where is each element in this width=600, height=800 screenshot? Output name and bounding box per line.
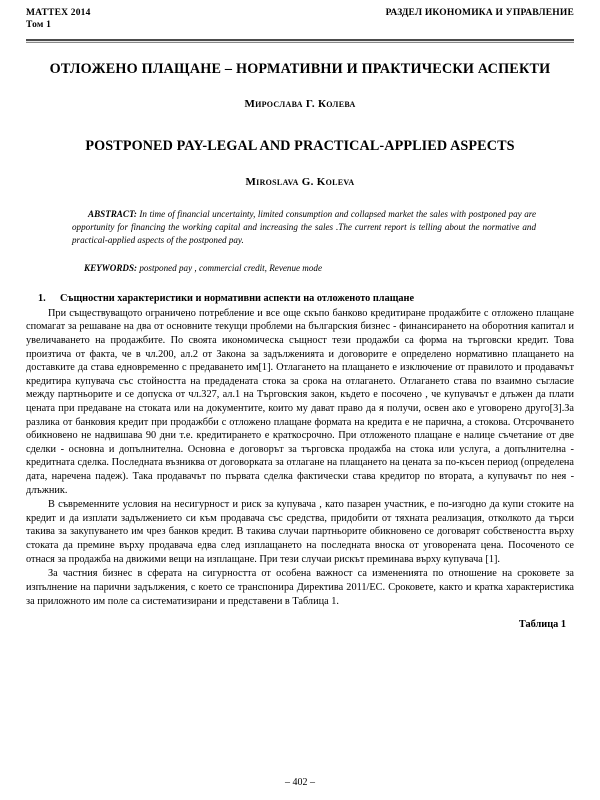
keywords-text: postponed pay , commercial credit, Revenue mode xyxy=(137,262,322,273)
section-heading xyxy=(26,293,574,305)
header-rule xyxy=(26,39,574,43)
running-head-left xyxy=(26,8,91,32)
body-paragraph-2: В съвременните условия на несигурност и риск за купувача , като пазарен участник, е по-изгодно да купи стоките на кредит и да изплати задължението си към продавача със средства, придобити от тяхната реализация, отколкото да търси такива за закупуването им чрез банков кредит. В такива случаи партньорите обикновено се договарят собствеността върху стоката да премине върху продавача едва след изплащането на последната вноска от уговорената цена. Посоченото се отнася за продажба на движими вещи на изплащане. При тези случаи рискът преминава върху купувача [1]. xyxy=(26,499,574,565)
running-head xyxy=(26,8,574,32)
table-caption: Таблица 1 xyxy=(518,619,566,631)
section-title: Същностни характеристики и нормативни аспекти на отложеното плащане xyxy=(60,293,415,305)
page-title-en: POSTPONED PAY-LEGAL AND PRACTICAL-APPLIED ASPECTS xyxy=(85,137,515,154)
running-head-right: РАЗДЕЛ ИКОНОМИКА И УПРАВЛЕНИЕ xyxy=(385,8,574,18)
page-title-bg: ОТЛОЖЕНО ПЛАЩАНЕ – НОРМАТИВНИ И ПРАКТИЧЕСКИ АСПЕКТИ xyxy=(49,60,551,77)
author-en: Miroslava G. Koleva xyxy=(245,175,355,188)
volume-label: Том 1 xyxy=(26,19,52,30)
body-paragraph-3: За частния бизнес в сферата на сигурността от особена важност са измененията по отношение на сроковете за изпълнение на парични задължения, с което се транспонира Директива 2011/ЕС. Сроковете, както и кратка характеристика за приложното им поле са систематизирани и представени в Таблица 1. xyxy=(26,568,574,607)
abstract-block xyxy=(72,208,536,247)
journal-name: MATTEX 2014 xyxy=(26,8,91,18)
page-number: – 402 – xyxy=(285,777,315,788)
author-bg: Мирослава Г. Колева xyxy=(244,97,356,110)
abstract-label: ABSTRACT: xyxy=(88,208,137,219)
section-number: 1. xyxy=(38,293,46,305)
keywords-block xyxy=(84,262,536,275)
abstract-text: In time of financial uncertainty, limited consumption and collapsed market the sales with postponed pay are opportunity for financing the working capital and increasing the sales .The current report is telling about the normative and practical-applied aspects of the postponed pay. xyxy=(72,208,536,245)
keywords-label: KEYWORDS: xyxy=(84,262,138,273)
body-paragraph-1: При съществуващото ограничено потребление и все още скъпо банково кредитиране продажбите с отложено плащане спомагат за решаване на два от основните текущи проблеми на българския бизнес - финансирането на оборотния капитал и увеличаването на продажбите. По своята икономическа същност тези продажби са форма на търговски кредит. Това произтича от факта, че в чл.200, ал.2 от Закона за задълженията и договорите е определено нормативно плащането на доставките да става едновременно с предаването им[1]. Отлагането на плащането е изключение от правилото и продавачът кредитира купувача със стойността на предадената стока за срока на отлагането. Отлагането става по взаимно съгласие между партньорите и се допуска от чл.327, ал.1 на Търговския закон, където е посочено , че купувачът е длъжен да плати цената при предаване на стоката или на документите, които му дават право да я получи, освен ако е уговорено друго[3].За разлика от банковия кредит при продажбби с отложено плащане формата на кредита е не парична, а стокова. Отсрочването обикновено не надвишава 90 дни т.е. кредитирането е краткосрочно. При отложеното плащане е налице съчетание от две сделки - основна и допълнителна. Основна е договорът за търговска продажба на стока или услуга, а допълнителна - кредитната сделка. Последната възниква от договорката за отлагане на плащането на цената за по-късен период (определена дата, наречена падеж). Така продавачът по първата сделка фактически става кредитор по втората, а купувачът по нея - длъжник. xyxy=(26,307,574,496)
